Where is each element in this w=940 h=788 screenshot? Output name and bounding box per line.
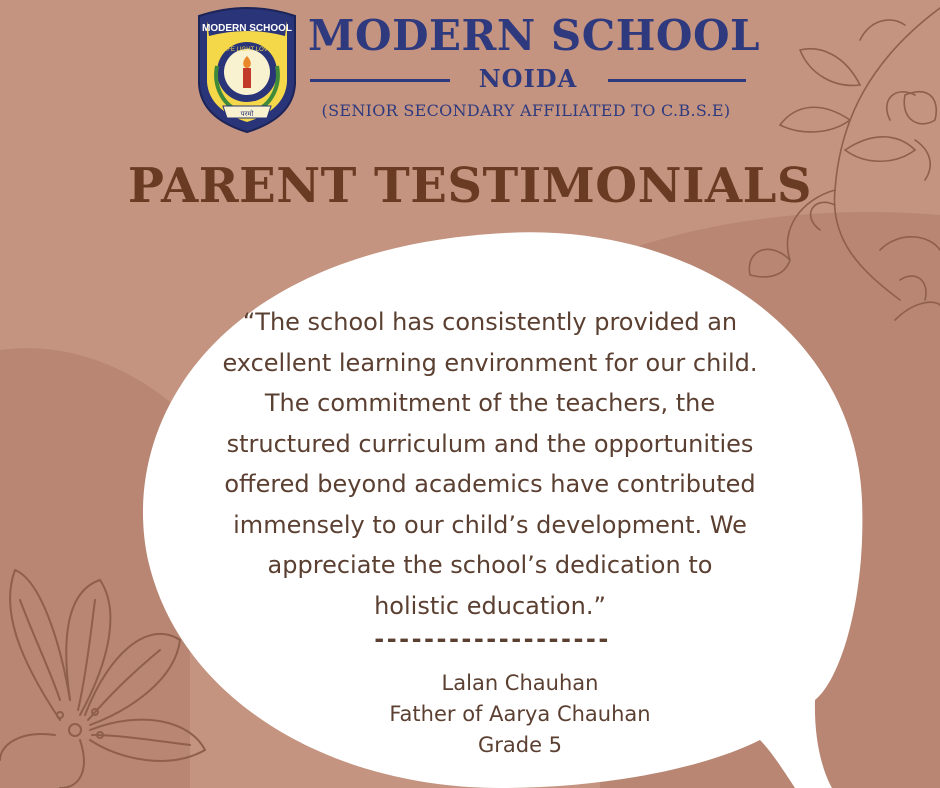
school-name: MODERN SCHOOL (308, 11, 761, 60)
quote-line: “The school has consistently provided an (242, 308, 738, 336)
author-name: Lalan Chauhan (441, 671, 599, 695)
quote-line: excellent learning environment for our child. (222, 348, 758, 377)
location-rule-left (310, 79, 450, 82)
quote-line: immensely to our child’s development. We (233, 510, 747, 539)
testimonial-quote (170, 302, 810, 626)
crest-top-text: MODERN SCHOOL (202, 23, 292, 34)
school-location-row (308, 64, 746, 94)
school-affiliation: (SENIOR SECONDARY AFFILIATED TO C.B.S.E) (321, 101, 731, 120)
quote-divider: ------------------- (372, 625, 609, 653)
quote-line: The commitment of the teachers, the (264, 389, 716, 417)
testimonial-attribution (330, 668, 710, 761)
quote-line: appreciate the school’s dedication to (267, 551, 713, 579)
crest-banner: परमो (240, 110, 254, 118)
location-rule-right (608, 79, 746, 82)
page-title: PARENT TESTIMONIALS (127, 158, 813, 214)
quote-line: offered beyond academics have contributed (224, 470, 756, 498)
crest-motto: LIFE LIGHT LOVE (222, 47, 272, 53)
school-header (193, 6, 761, 134)
school-crest-logo (193, 6, 301, 134)
quote-line: holistic education.” (374, 591, 606, 620)
school-location: NOIDA (478, 64, 578, 93)
author-grade: Grade 5 (477, 733, 563, 757)
quote-line: structured curriculum and the opportunities (226, 429, 754, 458)
author-relation: Father of Aarya Chauhan (389, 702, 651, 726)
